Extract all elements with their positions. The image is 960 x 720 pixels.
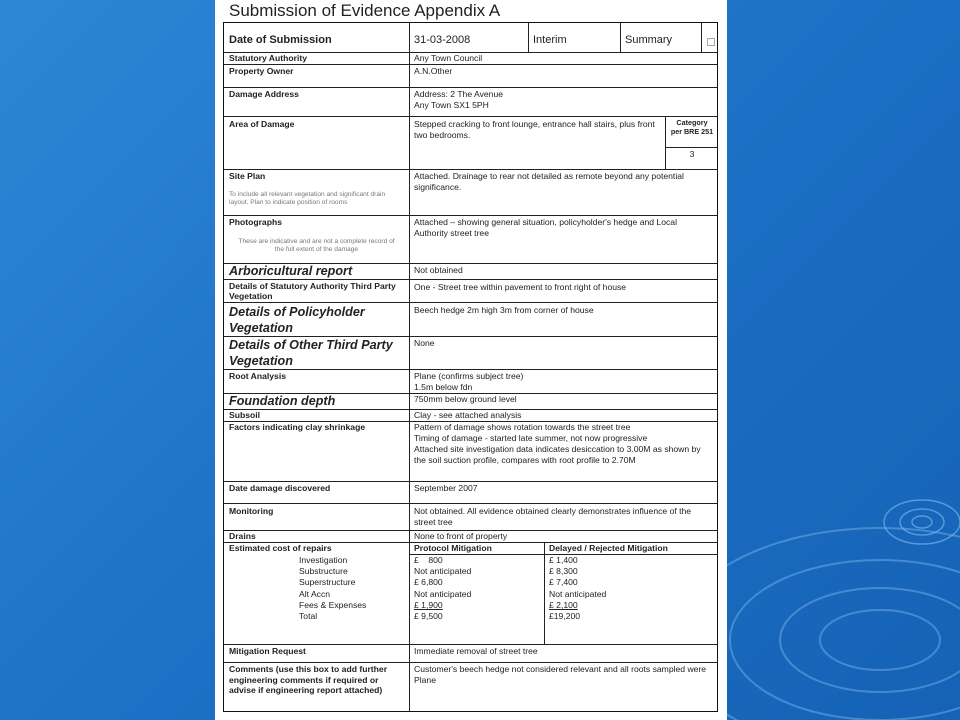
- other-vegetation-label: Details of Other Third Party Vegetation: [229, 338, 393, 368]
- root-analysis-line2: 1.5m below fdn: [414, 382, 473, 392]
- category-divider: [665, 116, 666, 169]
- damage-address-label: Damage Address: [229, 89, 299, 99]
- delayed-cost: £ 1,400: [549, 555, 578, 565]
- date-of-submission-label: Date of Submission: [229, 34, 332, 46]
- statutory-authority-value: Any Town Council: [414, 53, 483, 63]
- delayed-cost: £ 2,100: [549, 599, 578, 610]
- date-discovered-label: Date damage discovered: [229, 483, 331, 493]
- statutory-vegetation-label: Details of Statutory Authority Third Party Vegetation: [229, 281, 396, 301]
- policyholder-vegetation-value: Beech hedge 2m high 3m from corner of house: [414, 305, 594, 315]
- cost-item-name: Total: [299, 611, 318, 622]
- delayed-cost-values: [546, 554, 716, 623]
- interim-option[interactable]: Interim: [533, 34, 567, 46]
- site-plan-note: To include all relevant vegetation and significant drain layout. Plan to indicate position of rooms: [229, 191, 386, 207]
- statutory-authority-label: Statutory Authority: [229, 53, 307, 63]
- column-divider: [528, 23, 529, 52]
- subsoil-label: Subsoil: [229, 410, 261, 420]
- clay-shrinkage-line1: Pattern of damage shows rotation towards the street tree: [414, 422, 631, 432]
- root-analysis-label: Root Analysis: [229, 371, 286, 381]
- photographs-value: Attached – showing general situation, policyholder's hedge and Local Authority street tree: [414, 217, 677, 238]
- policyholder-vegetation-label: Details of Policyholder Vegetation: [229, 305, 365, 335]
- delayed-cost: Not anticipated: [549, 588, 607, 599]
- damage-address-line1: Address: 2 The Avenue: [414, 89, 504, 99]
- estimated-cost-label: Estimated cost of repairs: [229, 543, 332, 553]
- area-of-damage-value: Stepped cracking to front lounge, entrance hall stairs, plus front two bedrooms.: [414, 119, 655, 140]
- clay-shrinkage-line3: Attached site investigation data indicates desiccation to 3.00M as shown by the soil suction profile, compares with root profile to 2.70M: [414, 444, 701, 465]
- clay-shrinkage-label: Factors indicating clay shrinkage: [229, 422, 366, 432]
- comments-value: Customer's beech hedge not considered relevant and all roots sampled were Plane: [414, 664, 707, 685]
- drains-value: None to front of property: [414, 531, 508, 541]
- protocol-cost: £ 6,800: [414, 577, 443, 588]
- delayed-cost-total: £19,200: [549, 611, 581, 622]
- cost-column-divider: [544, 542, 545, 644]
- photographs-note: These are indicative and are not a complete record of the full extent of the damage: [238, 238, 395, 254]
- cost-item-name: Investigation: [299, 555, 348, 565]
- site-plan-label: Site Plan: [229, 171, 266, 181]
- foundation-depth-value: 750mm below ground level: [414, 394, 517, 404]
- arboricultural-report-value: Not obtained: [414, 265, 463, 275]
- column-divider: [409, 23, 410, 711]
- clay-shrinkage-line2: Timing of damage - started late summer, not now progressive: [414, 433, 648, 443]
- page-title: Submission of Evidence Appendix A: [229, 1, 501, 20]
- document-page: [215, 0, 727, 720]
- category-label: Category per BRE 251: [670, 118, 714, 136]
- cost-item-names: [296, 554, 408, 623]
- summary-checkbox[interactable]: [707, 38, 715, 46]
- protocol-cost-total: £ 9,500: [414, 611, 443, 622]
- property-owner-label: Property Owner: [229, 66, 294, 76]
- monitoring-value: Not obtained. All evidence obtained clearly demonstrates influence of the street tree: [414, 506, 692, 527]
- comments-label: Comments (use this box to add further engineering comments if required or advise if engineering report attached): [229, 664, 388, 696]
- row-divider: [224, 302, 717, 303]
- evidence-table: [223, 22, 718, 712]
- protocol-cost: Not anticipated: [414, 566, 472, 577]
- date-discovered-value: September 2007: [414, 483, 478, 493]
- cost-item-name: Superstructure: [299, 577, 356, 588]
- cost-item-name: Substructure: [299, 566, 348, 577]
- property-owner-value: A.N.Other: [414, 66, 453, 76]
- protocol-mitigation-header: Protocol Mitigation: [414, 543, 492, 553]
- mitigation-request-label: Mitigation Request: [229, 646, 306, 656]
- row-divider: [224, 503, 717, 504]
- monitoring-label: Monitoring: [229, 506, 274, 516]
- arboricultural-report-label: Arboricultural report: [229, 264, 353, 278]
- mitigation-request-value: Immediate removal of street tree: [414, 646, 538, 656]
- protocol-cost: £ 800: [414, 555, 443, 565]
- damage-address-line2: Any Town SX1 5PH: [414, 100, 489, 110]
- delayed-cost: £ 7,400: [549, 577, 578, 588]
- summary-option[interactable]: Summary: [625, 34, 673, 46]
- drains-label: Drains: [229, 531, 256, 541]
- delayed-cost: £ 8,300: [549, 566, 578, 577]
- cost-item-name: Alt Accn: [299, 588, 331, 599]
- protocol-cost: Not anticipated: [414, 588, 472, 599]
- submission-date: 31-03-2008: [414, 34, 471, 46]
- protocol-cost: £ 1,900: [414, 599, 443, 610]
- subsoil-value: Clay - see attached analysis: [414, 410, 522, 420]
- row-divider: [224, 116, 717, 117]
- category-value: 3: [689, 149, 695, 159]
- protocol-cost-values: [411, 554, 543, 623]
- other-vegetation-value: None: [414, 338, 435, 348]
- cost-item-name: Fees & Expenses: [299, 599, 367, 610]
- photographs-label: Photographs: [229, 217, 282, 227]
- delayed-mitigation-header: Delayed / Rejected Mitigation: [549, 543, 668, 553]
- column-divider: [701, 23, 702, 52]
- statutory-vegetation-value: One - Street tree within pavement to front right of house: [414, 282, 627, 292]
- column-divider: [620, 23, 621, 52]
- root-analysis-line1: Plane (confirms subject tree): [414, 371, 524, 381]
- site-plan-value: Attached. Drainage to rear not detailed as remote beyond any potential significance.: [414, 171, 684, 192]
- area-of-damage-label: Area of Damage: [229, 119, 295, 129]
- foundation-depth-label: Foundation depth: [229, 394, 336, 408]
